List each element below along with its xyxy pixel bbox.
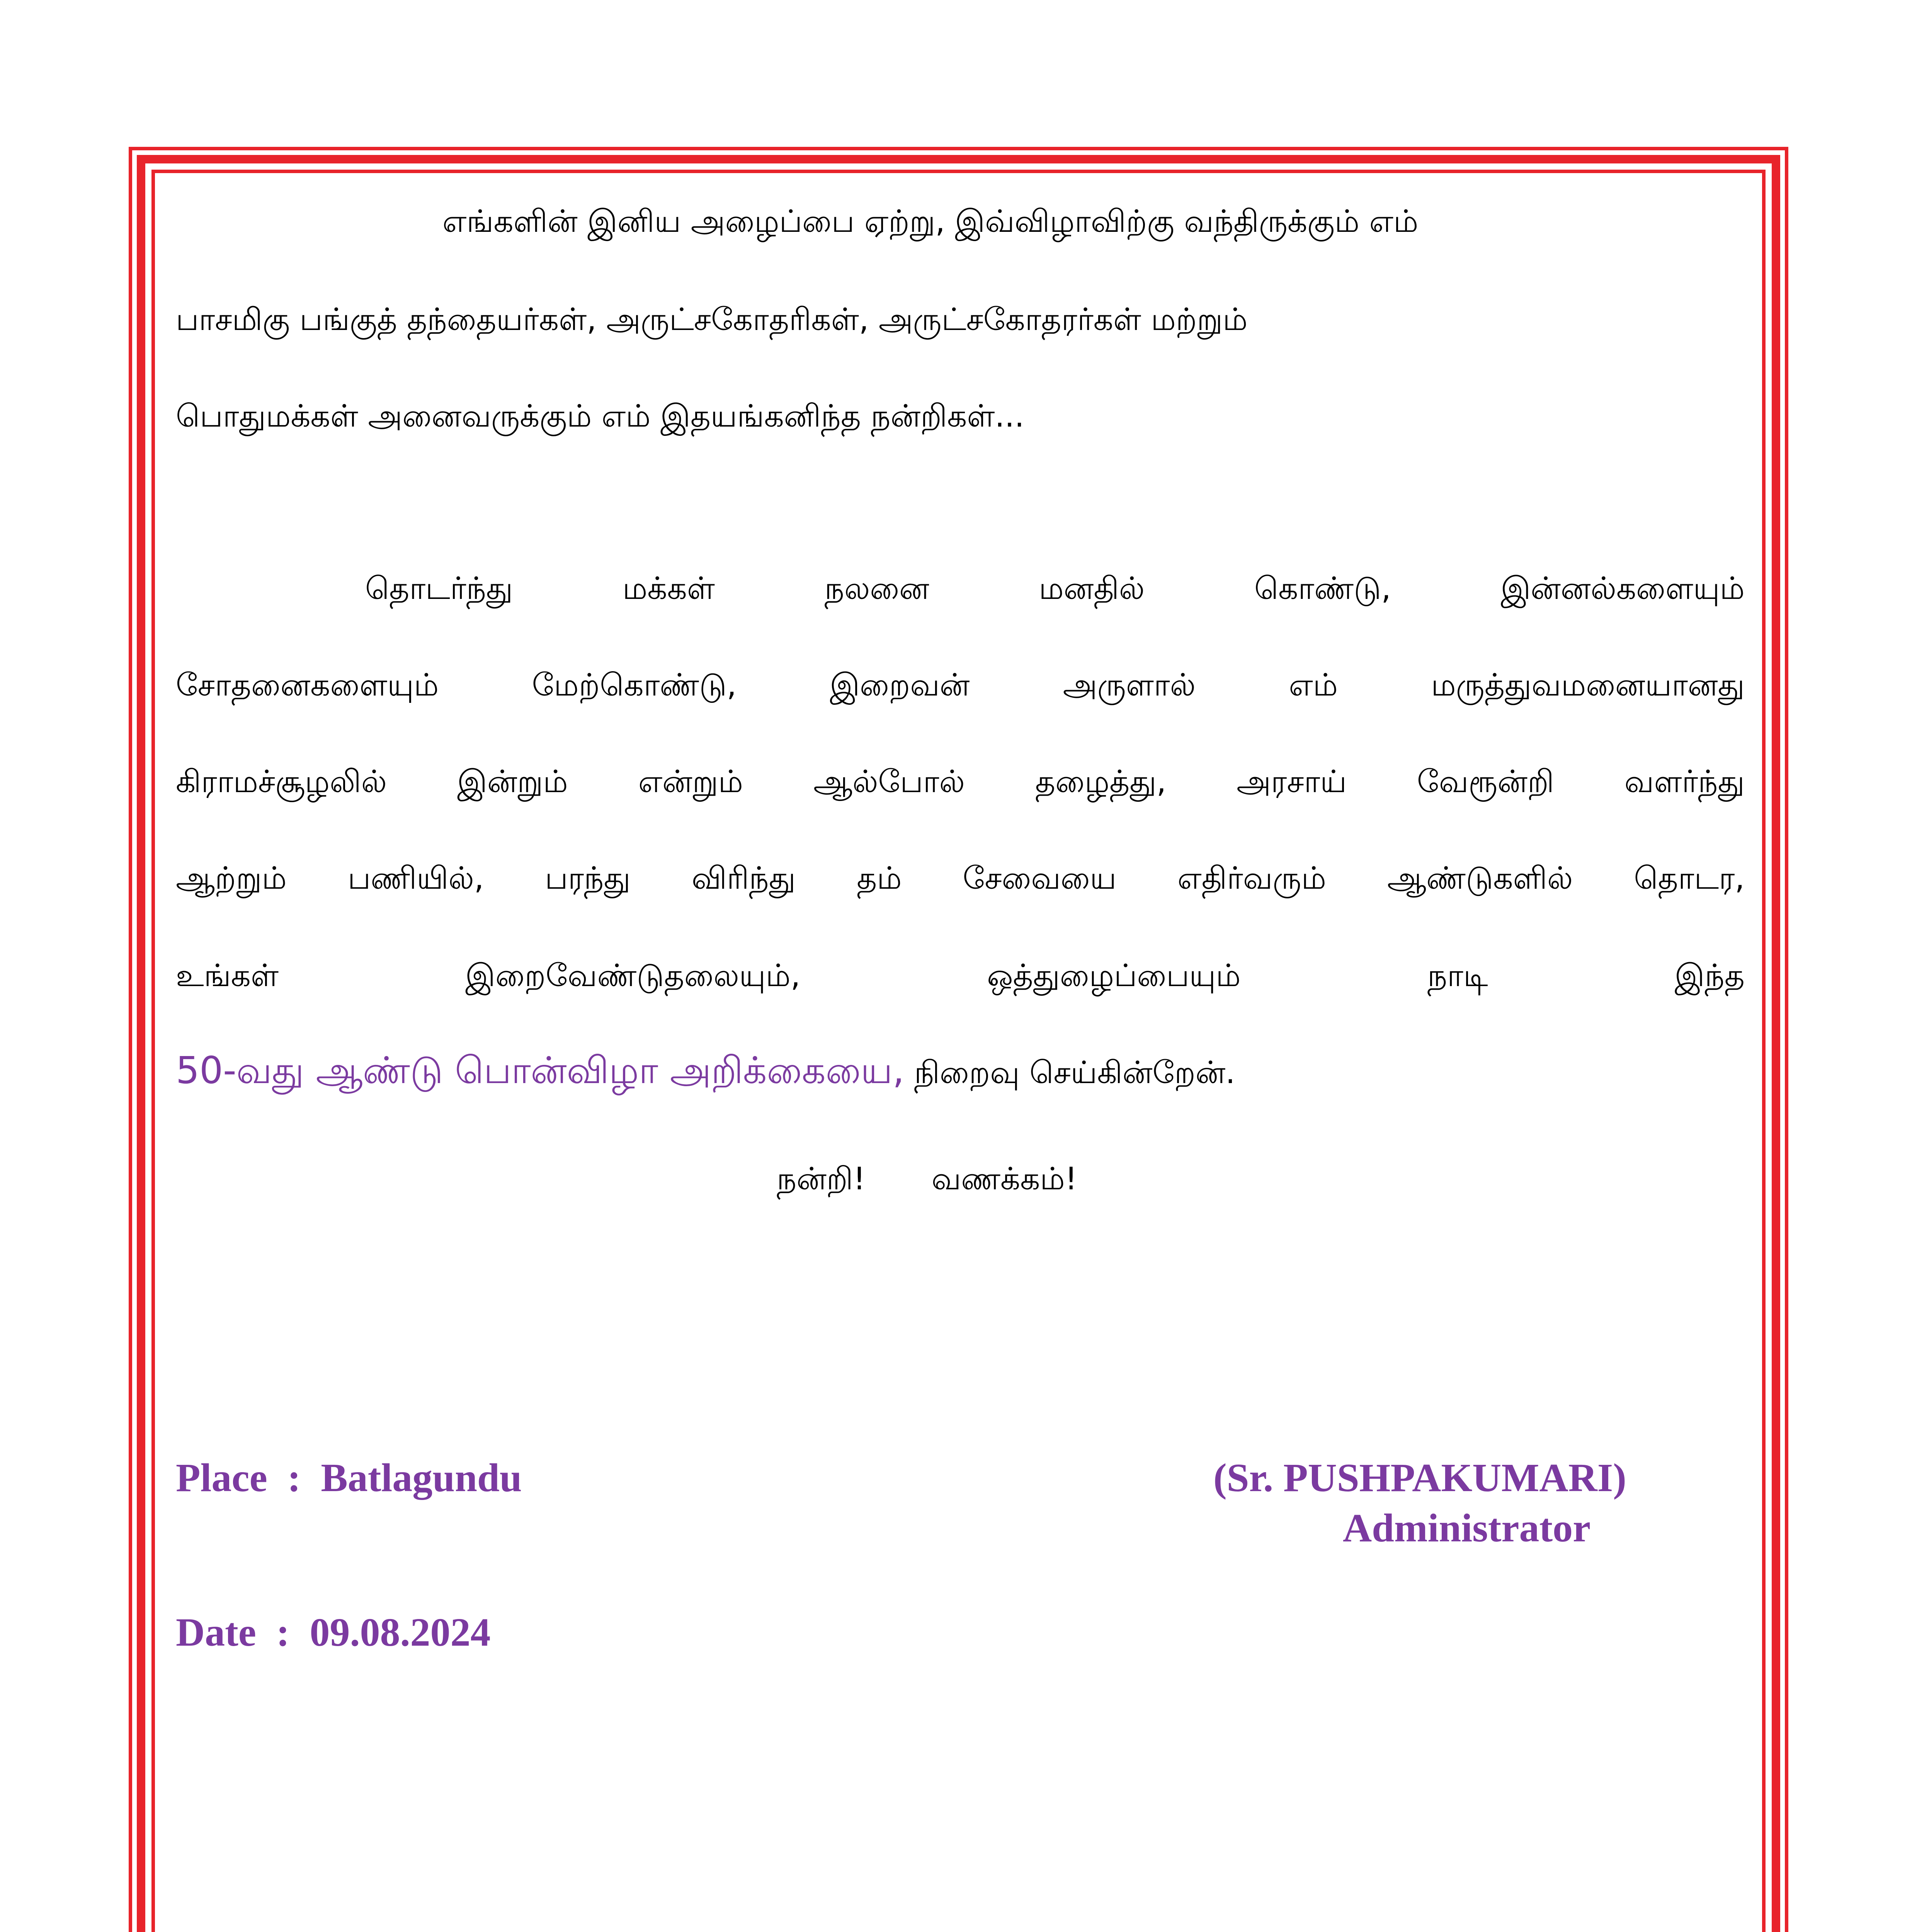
word: நாடி (1427, 957, 1488, 993)
paragraph1-line3-text: பொதுமக்கள் அனைவருக்கும் எம் இதயங்கனிந்த நன்றிகள்... (176, 398, 1024, 434)
place-line: Place : Batlagundu (176, 1456, 522, 1500)
word: விரிந்து (691, 860, 796, 896)
word: சேவையை (963, 860, 1117, 896)
date-value: 09.08.2024 (310, 1610, 491, 1655)
word: அருளால் (1063, 667, 1196, 703)
word: என்றும் (638, 764, 743, 799)
word: ஆல்போல் (813, 764, 965, 799)
paragraph1-line2 (176, 298, 1745, 341)
word: இறைவேண்டுதலையும், (465, 957, 801, 993)
word: இன்னல்களையும் (1500, 570, 1745, 606)
paragraph1-line3 (176, 395, 1745, 437)
signatory-name (1213, 1453, 1626, 1503)
word: மக்கள் (623, 570, 715, 606)
paragraph2-line2 (176, 664, 1745, 706)
closing-thanks: நன்றி! (777, 1161, 866, 1197)
signatory-name-text: (Sr. PUSHPAKUMARI) (1213, 1456, 1626, 1500)
paragraph1-line1 (176, 200, 1745, 243)
paragraph2-line3 (176, 760, 1745, 803)
word: வேரூன்றி (1417, 764, 1554, 799)
date-label: Date (176, 1610, 256, 1655)
paragraph1-line1-text: எங்களின் இனிய அழைப்பை ஏற்று, இவ்விழாவிற்கு வந்திருக்கும் எம் (442, 203, 1419, 239)
word: ஒத்துழைப்பையும் (987, 957, 1241, 993)
place-label: Place (176, 1456, 267, 1500)
word: பரந்து (545, 860, 631, 896)
word: இறைவன் (830, 667, 970, 703)
paragraph2-line1 (365, 567, 1745, 610)
paragraph1-line2-text: பாசமிகு பங்குத் தந்தையர்கள், அருட்சகோதரிகள், அருட்சகோதரர்கள் மற்றும் (176, 301, 1248, 337)
word: எதிர்வரும் (1177, 860, 1326, 896)
closing-greeting: வணக்கம்! (931, 1161, 1077, 1197)
date-line: Date : 09.08.2024 (176, 1610, 491, 1655)
closing-line (777, 1158, 1163, 1200)
word: நலனை (824, 570, 929, 606)
signatory-title-text: Administrator (1343, 1506, 1591, 1550)
word: அரசாய் (1237, 764, 1347, 799)
word: இந்த (1674, 957, 1745, 993)
word: கிராமச்சூழலில் (176, 764, 387, 799)
signatory-title (1343, 1503, 1590, 1553)
word: உங்கள் (176, 957, 279, 993)
word: தழைத்து, (1035, 764, 1167, 799)
paragraph2-line5 (176, 954, 1745, 997)
paragraph2-line6-rest: நிறைவு செய்கின்றேன். (914, 1054, 1235, 1090)
word: மனதில் (1039, 570, 1145, 606)
word: எம் (1289, 667, 1338, 703)
word: பணியில், (347, 860, 484, 896)
word: தொடர்ந்து (365, 570, 513, 606)
word: மேற்கொண்டு, (532, 667, 737, 703)
word: வளர்ந்து (1624, 764, 1745, 799)
word: சோதனைகளையும் (176, 667, 439, 703)
place-value: Batlagundu (321, 1456, 522, 1500)
paragraph2-line6 (176, 1049, 1745, 1094)
word: தம் (857, 860, 902, 896)
word: தொடர, (1634, 860, 1745, 896)
word: ஆற்றும் (176, 860, 287, 896)
jubilee-report-highlight: 50-வது ஆண்டு பொன்விழா அறிக்கையை, (176, 1049, 905, 1092)
word: ஆண்டுகளில் (1387, 860, 1573, 896)
paragraph2-line4 (176, 857, 1745, 900)
word: மருத்துவமனையானது (1431, 667, 1745, 703)
word: இன்றும் (457, 764, 568, 799)
word: கொண்டு, (1254, 570, 1391, 606)
